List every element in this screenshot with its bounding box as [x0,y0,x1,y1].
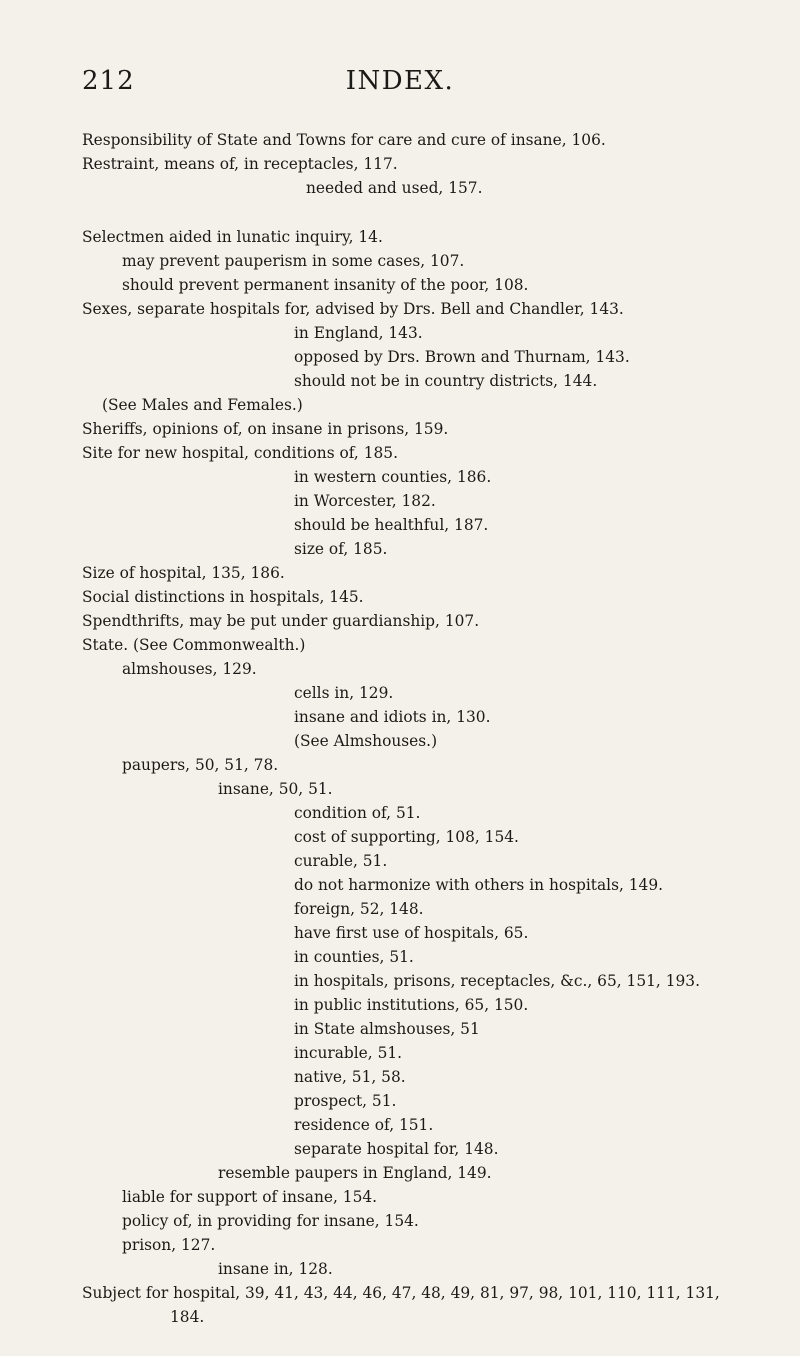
page-title: INDEX. [345,66,455,96]
index-entry: Sheriffs, opinions of, on insane in prisons, 159. [82,420,449,438]
index-entry: Selectmen aided in lunatic inquiry, 14. [82,228,383,246]
index-subentry: liable for support of insane, 154. [122,1188,378,1206]
index-entry: Sexes, separate hospitals for, advised by Drs. Bell and Chandler, 143. [82,300,624,318]
index-subentry: in hospitals, prisons, receptacles, &c., 65, 151, 193. [294,972,700,990]
index-subentry: paupers, 50, 51, 78. [122,756,279,774]
index-subentry: in public institutions, 65, 150. [294,996,529,1014]
index-entry: Subject for hospital, 39, 41, 43, 44, 46, 47, 48, 49, 81, 97, 98, 101, 110, 111, 131, [82,1284,720,1302]
index-subentry: do not harmonize with others in hospitals, 149. [294,876,664,894]
index-subentry: prospect, 51. [294,1092,397,1110]
index-entry: Site for new hospital, conditions of, 185. [82,444,398,462]
index-subentry: in western counties, 186. [294,468,492,486]
index-subentry: foreign, 52, 148. [294,900,424,918]
index-subentry: residence of, 151. [294,1116,434,1134]
index-entry: State. (See Commonwealth.) [82,636,306,654]
index-subentry: in State almshouses, 51 [294,1020,480,1038]
index-subentry: insane in, 128. [218,1260,333,1278]
index-cross-reference: (See Almshouses.) [294,732,438,750]
index-subentry: incurable, 51. [294,1044,403,1062]
index-subentry: insane and idiots in, 130. [294,708,491,726]
index-subentry: should not be in country districts, 144. [294,372,598,390]
index-subentry: policy of, in providing for insane, 154. [122,1212,419,1230]
index-entry: Restraint, means of, in receptacles, 117. [82,155,398,173]
index-entry: Social distinctions in hospitals, 145. [82,588,364,606]
index-subentry: curable, 51. [294,852,388,870]
index-subentry: opposed by Drs. Brown and Thurnam, 143. [294,348,630,366]
index-subentry: native, 51, 58. [294,1068,406,1086]
index-subentry: in Worcester, 182. [294,492,436,510]
index-subentry: insane, 50, 51. [218,780,333,798]
index-subentry: should be healthful, 187. [294,516,489,534]
index-subentry: may prevent pauperism in some cases, 107. [122,252,465,270]
index-subentry: almshouses, 129. [122,660,257,678]
index-subentry: prison, 127. [122,1236,216,1254]
running-head [0,66,800,106]
index-subentry: cells in, 129. [294,684,394,702]
index-entry: Spendthrifts, may be put under guardianship, 107. [82,612,480,630]
index-subentry: have first use of hospitals, 65. [294,924,529,942]
index-subentry: should prevent permanent insanity of the poor, 108. [122,276,529,294]
page-number: 212 [82,66,135,96]
index-subentry: cost of supporting, 108, 154. [294,828,519,846]
index-subentry: in England, 143. [294,324,423,342]
index-subentry: needed and used, 157. [306,179,483,197]
index-subentry: separate hospital for, 148. [294,1140,499,1158]
index-entry: Size of hospital, 135, 186. [82,564,285,582]
index-subentry: in counties, 51. [294,948,414,966]
index-subentry: resemble paupers in England, 149. [218,1164,492,1182]
index-cross-reference: (See Males and Females.) [102,396,303,414]
index-subentry: size of, 185. [294,540,388,558]
index-entry: Responsibility of State and Towns for care and cure of insane, 106. [82,131,606,149]
index-entry-continuation: 184. [170,1308,205,1326]
index-subentry: condition of, 51. [294,804,421,822]
